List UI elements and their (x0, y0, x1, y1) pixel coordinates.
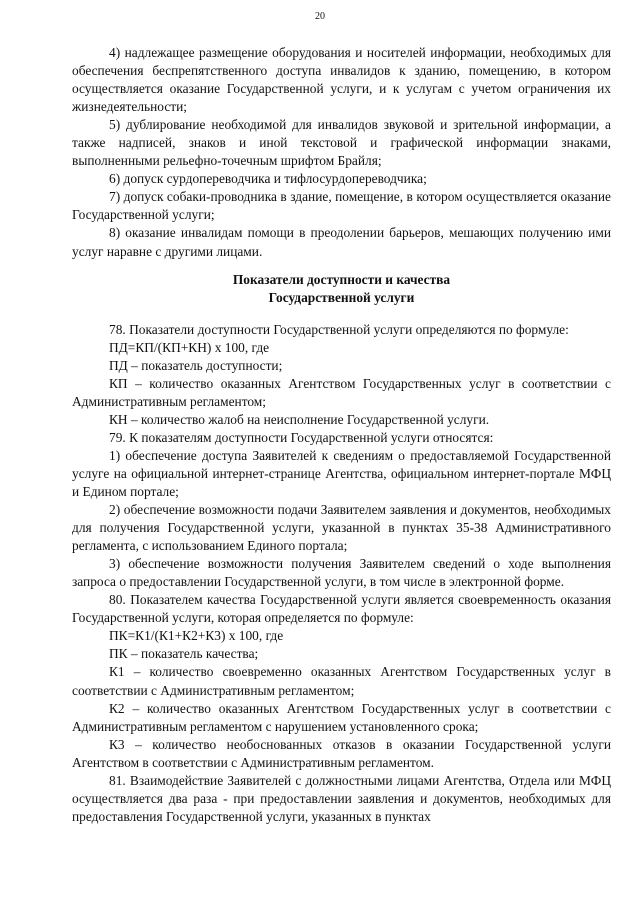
section-heading (72, 271, 611, 307)
page-number: 20 (315, 11, 325, 22)
paragraph: 5) дублирование необходимой для инвалидов звуковой и зрительной информации, а также надписей, знаков и иной текстовой и графической информации знаками, выполненными рельефно-точечным шрифтом Брайля; (72, 117, 611, 169)
paragraph: 7) допуск собаки-проводника в здание, помещение, в котором осуществляется оказание Государственной услуги; (72, 189, 611, 223)
paragraph: 8) оказание инвалидам помощи в преодолении барьеров, мешающих получению ими услуг наравне с другими лицами. (72, 225, 611, 259)
formula-definition: К2 – количество оказанных Агентством Государственных услуг в соответствии с Административным регламентом с нарушением установленного срока; (72, 700, 611, 734)
section-heading-line-1: Показатели доступности и качества (232, 271, 451, 287)
formula: ПК=К1/(К1+К2+К3) х 100, где (109, 628, 284, 644)
formula-definition: КН – количество жалоб на неисполнение Государственной услуги. (109, 411, 490, 427)
formula-definition: К3 – количество необоснованных отказов в оказании Государственной услуги Агентством в соответствии с Административным регламентом. (72, 736, 611, 770)
paragraph: 6) допуск сурдопереводчика и тифлосурдопереводчика; (109, 171, 427, 187)
section-heading-line-2: Государственной услуги (268, 289, 415, 305)
paragraph: 2) обеспечение возможности подачи Заявителем заявления и документов, необходимых для получения Государственной услуги, указанной в пунктах 35-38 Административного регламента, с использованием Единого портала; (72, 502, 611, 554)
paragraph: 80. Показателем качества Государственной услуги является своевременность оказания Государственной услуги, которая определяется по формуле: (72, 592, 611, 626)
paragraph: 3) обеспечение возможности получения Заявителем сведений о ходе выполнения запроса о предоставлении Государственной услуги, в том числе в электронной форме. (72, 556, 611, 590)
formula-definition: ПК – показатель качества; (109, 646, 259, 662)
paragraph: 4) надлежащее размещение оборудования и носителей информации, необходимых для обеспечения беспрепятственного доступа инвалидов к зданию, помещению, в котором осуществляется оказание Государственной услуги, и к услугам с учетом ограничения их жизнедеятельности; (72, 45, 611, 115)
paragraph: 78. Показатели доступности Государственной услуги определяются по формуле: (109, 321, 569, 337)
formula-definition: К1 – количество своевременно оказанных Агентством Государственных услуг в соответствии с Административным регламентом; (72, 664, 611, 698)
formula-definition: КП – количество оказанных Агентством Государственных услуг в соответствии с Административным регламентом; (72, 375, 611, 409)
paragraph: 81. Взаимодействие Заявителей с должностными лицами Агентства, Отдела или МФЦ осуществляется два раза - при предоставлении заявления и документов, необходимых для предоставления Государственной услуги, указанных в пунктах (72, 772, 611, 824)
formula-definition: ПД – показатель доступности; (109, 357, 283, 373)
document-body (72, 44, 611, 826)
paragraph: 1) обеспечение доступа Заявителей к сведениям о предоставляемой Государственной услуге на официальной интернет-странице Агентства, официальном интернет-портале МФЦ и Едином портале; (72, 447, 611, 499)
paragraph: 79. К показателям доступности Государственной услуги относятся: (109, 429, 494, 445)
formula: ПД=КП/(КП+КН) х 100, где (109, 339, 270, 355)
